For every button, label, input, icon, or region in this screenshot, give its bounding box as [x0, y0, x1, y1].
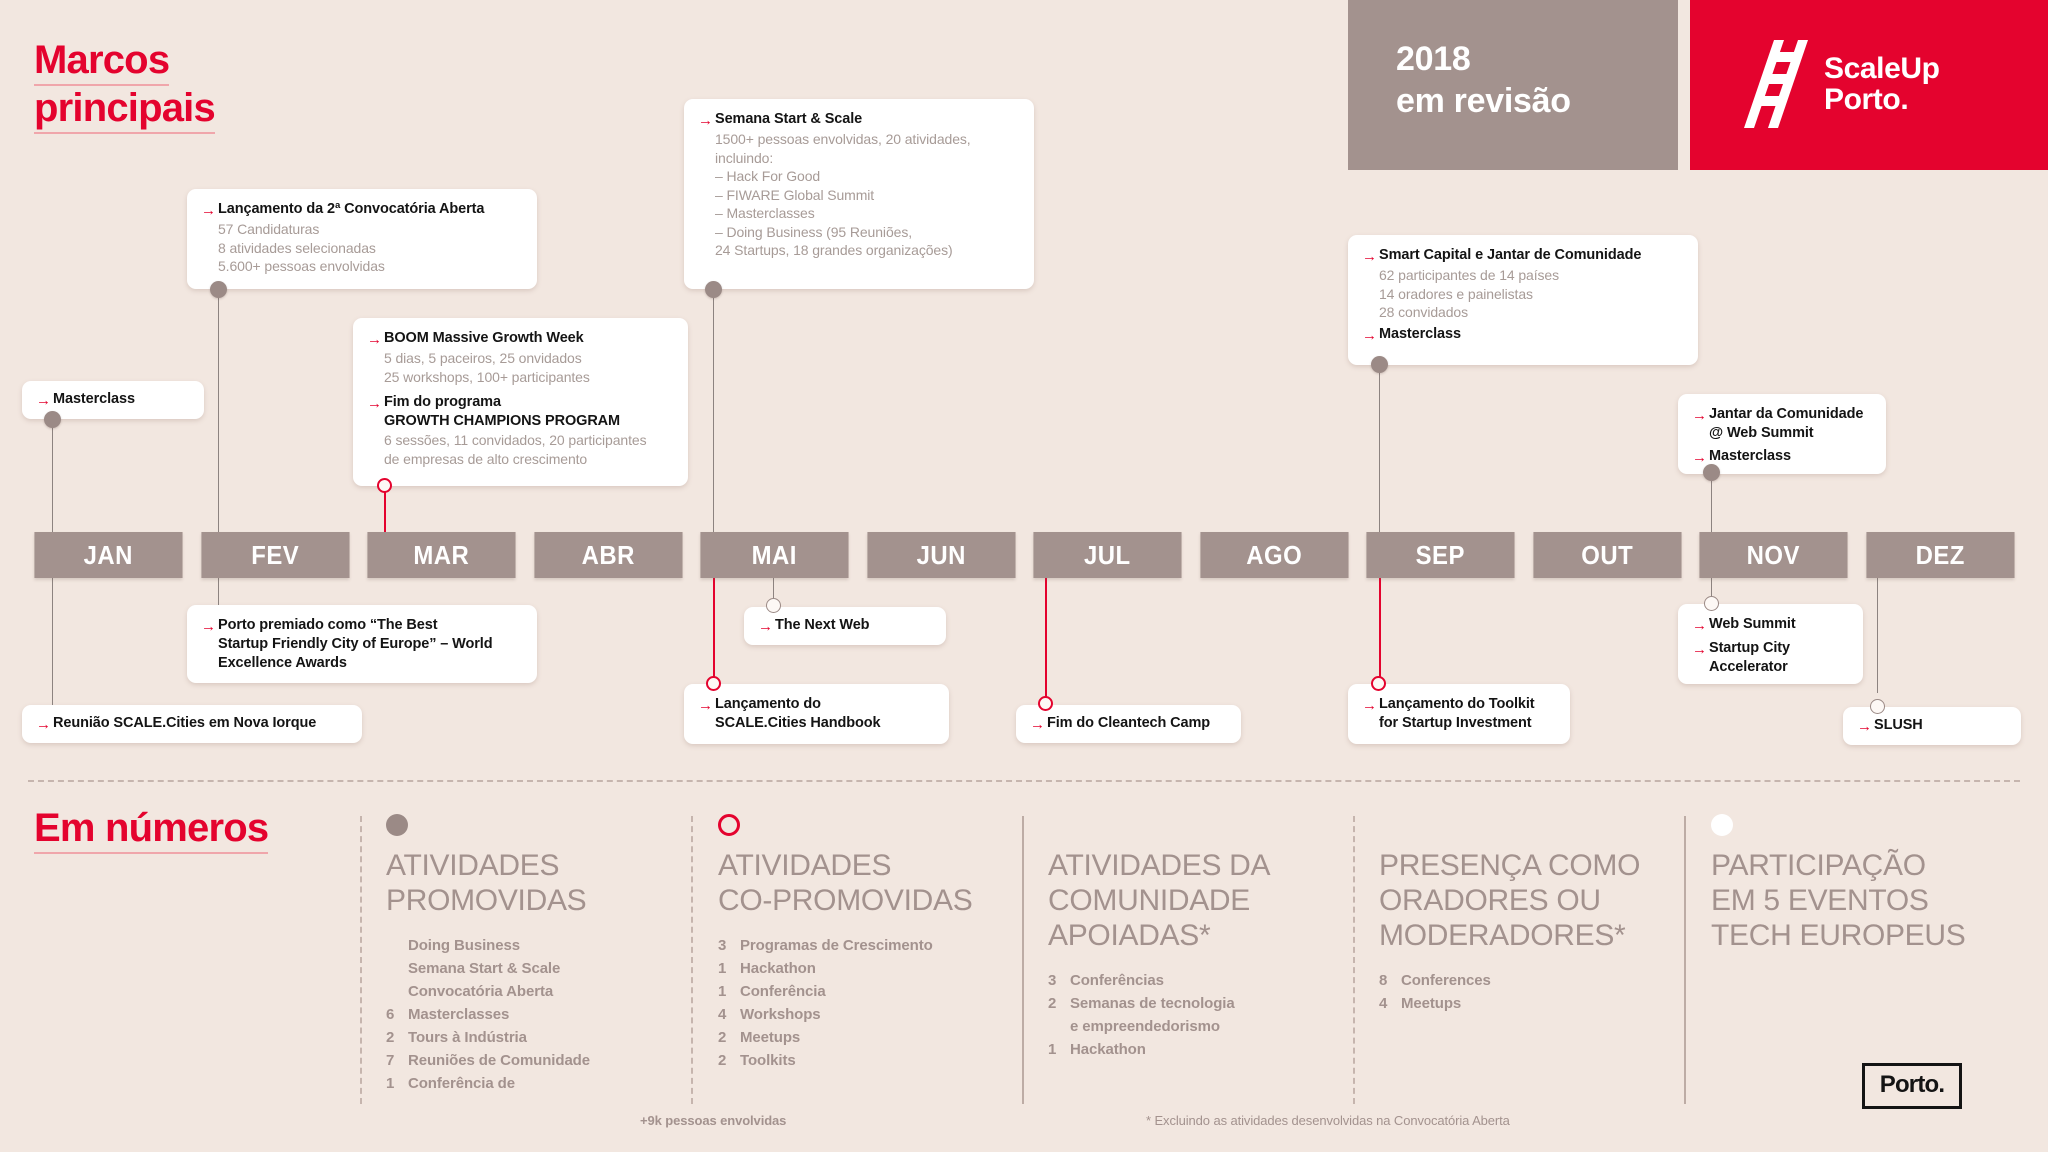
timeline-dot-filled	[1703, 464, 1720, 481]
timeline-month-mai[interactable]	[700, 532, 848, 578]
item-label: Programas de Crescimento	[740, 937, 933, 954]
milestone-detail: 28 convidados	[1379, 304, 1468, 320]
arrow-icon: →	[36, 392, 51, 409]
item-count	[386, 934, 408, 957]
numbers-column-participacao-eventos	[1711, 814, 2021, 969]
numbers-column-title	[386, 848, 686, 918]
connector-line	[713, 285, 714, 535]
year-banner	[1348, 0, 1678, 170]
numbers-column-list	[386, 934, 686, 1095]
numbers-column-title	[1711, 848, 2021, 953]
numbers-column-title-line-3: APOIADAS*	[1048, 919, 1211, 952]
milestone-heading: Reunião SCALE.Cities em Nova Iorque	[53, 715, 317, 731]
milestone-detail: 57 Candidaturas	[218, 221, 320, 237]
brand-wordmark	[1824, 53, 1940, 115]
item-count: 1	[718, 960, 727, 977]
milestone-detail: – Doing Business (95 Reuniões,	[715, 223, 913, 240]
footnote-left: +9k pessoas envolvidas	[640, 1113, 787, 1128]
timeline-dot-hollow	[766, 598, 781, 613]
numbers-column-atividades-comunidade	[1048, 814, 1358, 1061]
month-label: FEV	[250, 539, 299, 570]
timeline-dot-hollow	[1704, 596, 1719, 611]
item-count	[386, 980, 408, 1003]
item-count: 1	[718, 983, 727, 1000]
milestone-heading-2: Startup Friendly City of Europe” – World	[218, 636, 493, 652]
milestone-heading: Jantar da Comunidade	[1709, 406, 1864, 422]
milestone-detail: 24 Startups, 18 grandes organizações)	[715, 242, 953, 258]
numbers-column-list	[1048, 969, 1358, 1061]
month-label: NOV	[1746, 539, 1800, 570]
connector-line	[1045, 578, 1047, 698]
legend-dot-open-icon	[718, 814, 740, 836]
brand-line-1: ScaleUp	[1824, 52, 1940, 85]
list-item	[386, 1049, 686, 1072]
month-label: JAN	[83, 539, 133, 570]
timeline-month-jul[interactable]	[1033, 532, 1181, 578]
timeline-dot-open	[377, 478, 392, 493]
timeline-month-out[interactable]	[1533, 532, 1681, 578]
month-label: AGO	[1245, 539, 1302, 570]
milestone-detail: 8 atividades selecionadas	[218, 239, 376, 256]
item-label: Hackathon	[1070, 1041, 1146, 1058]
timeline-dot-open	[1038, 696, 1053, 711]
legend-dot-white-icon	[1711, 814, 1733, 836]
legend-dot-filled-icon	[386, 814, 408, 836]
arrow-icon: →	[758, 618, 773, 635]
item-label: Meetups	[1401, 995, 1462, 1012]
item-count	[1048, 1015, 1070, 1038]
item-label: Semanas de tecnologia	[1070, 995, 1235, 1012]
milestone-heading: SLUSH	[1874, 717, 1923, 733]
numbers-column-title-line-2: EM 5 EVENTOS	[1711, 884, 1929, 917]
numbers-column-title-line-3: TECH EUROPEUS	[1711, 919, 1966, 952]
timeline-month-mar[interactable]	[367, 532, 515, 578]
item-label: Reuniões de Comunidade	[408, 1052, 590, 1069]
arrow-icon: →	[1362, 697, 1377, 714]
month-label: JUN	[916, 539, 966, 570]
numbers-section	[28, 780, 2020, 1132]
arrow-icon: →	[1692, 449, 1707, 466]
numbers-column-presenca-oradores	[1379, 814, 1689, 1015]
month-label: MAR	[413, 539, 470, 570]
item-count: 2	[718, 1052, 727, 1069]
arrow-icon: →	[1030, 716, 1045, 733]
item-label: Conferências	[1070, 972, 1164, 989]
list-item	[386, 1003, 686, 1026]
numbers-column-title-line-3: MODERADORES*	[1379, 919, 1626, 952]
timeline-dot-open	[1371, 676, 1386, 691]
milestone-card-scale-cities-handbook[interactable]	[684, 684, 949, 744]
arrow-icon: →	[1692, 407, 1707, 424]
milestone-heading-2: SCALE.Cities Handbook	[715, 715, 881, 731]
list-item	[718, 980, 1018, 1003]
timeline-dot-filled	[44, 411, 61, 428]
milestone-detail: – FIWARE Global Summit	[715, 186, 875, 203]
milestone-card-convocatoria[interactable]	[187, 189, 537, 289]
column-divider	[691, 816, 693, 1104]
milestone-detail: 5.600+ pessoas envolvidas	[218, 258, 385, 274]
milestones-title-line-2: principais	[34, 86, 215, 134]
timeline-month-fev[interactable]	[201, 532, 349, 578]
milestone-card-smart-capital[interactable]	[1348, 235, 1698, 365]
item-label: Masterclasses	[408, 1006, 510, 1023]
milestone-heading-3: Excellence Awards	[218, 655, 347, 671]
milestone-heading: Lançamento da 2ª Convocatória Aberta	[218, 201, 485, 217]
milestone-heading: Smart Capital e Jantar de Comunidade	[1379, 247, 1642, 263]
milestone-card-semana-start-scale[interactable]	[684, 99, 1034, 289]
milestone-heading-2: @ Web Summit	[1709, 425, 1814, 441]
item-label: Toolkits	[740, 1052, 796, 1069]
list-item	[1379, 992, 1689, 1015]
numbers-column-title-line-2: COMUNIDADE	[1048, 884, 1251, 917]
item-count: 7	[386, 1052, 395, 1069]
list-item	[718, 1026, 1018, 1049]
list-item	[1048, 1038, 1358, 1061]
milestone-heading: Porto premiado como “The Best	[218, 617, 438, 633]
milestone-heading: Masterclass	[53, 391, 135, 407]
year-line-1: 2018	[1396, 40, 1471, 78]
porto-logo	[1862, 1063, 1962, 1109]
item-label: Hackathon	[740, 960, 816, 977]
item-label: Conferences	[1401, 972, 1491, 989]
numbers-column-title	[1379, 848, 1689, 953]
item-label: Workshops	[740, 1006, 821, 1023]
page-title-milestones	[34, 38, 215, 134]
milestone-detail: – Hack For Good	[715, 168, 821, 184]
section-divider	[28, 780, 2020, 782]
timeline-month-nov[interactable]	[1699, 532, 1847, 578]
connector-line	[218, 285, 219, 535]
timeline-month-sep[interactable]	[1366, 532, 1514, 578]
item-label: Meetups	[740, 1029, 801, 1046]
timeline-month-ago[interactable]	[1200, 532, 1348, 578]
timeline-month-jun[interactable]	[867, 532, 1015, 578]
milestone-heading: Masterclass	[1379, 325, 1461, 342]
milestone-detail: 1500+ pessoas envolvidas, 20 atividades,	[715, 131, 971, 147]
milestone-heading: Web Summit	[1709, 616, 1796, 632]
arrow-icon: →	[1857, 718, 1872, 735]
list-item	[386, 1026, 686, 1049]
list-item	[1379, 969, 1689, 992]
item-count	[386, 957, 408, 980]
connector-line	[713, 578, 715, 683]
list-item	[718, 1003, 1018, 1026]
list-item	[718, 957, 1018, 980]
milestones-title-line-1: Marcos	[34, 38, 169, 86]
numbers-column-title-line-1: ATIVIDADES	[386, 849, 560, 882]
numbers-column-title-line-1: PARTICIPAÇÃO	[1711, 849, 1926, 882]
brand-banner	[1690, 0, 2048, 170]
item-label: Tours à Indústria	[408, 1029, 527, 1046]
item-label: e empreendedorismo	[1070, 1018, 1220, 1035]
numbers-column-title-line-1: ATIVIDADES	[718, 849, 892, 882]
footnote-right: * Excluindo as atividades desenvolvidas na Convocatória Aberta	[1146, 1113, 1510, 1128]
numbers-column-title	[718, 848, 1018, 918]
item-label: Conferência de	[408, 1075, 515, 1092]
timeline-dot-filled	[705, 281, 722, 298]
numbers-column-list	[718, 934, 1018, 1072]
item-count: 3	[718, 937, 727, 954]
arrow-icon: →	[698, 697, 713, 714]
month-label: SEP	[1415, 539, 1465, 570]
month-label: JUL	[1083, 539, 1131, 570]
numbers-column-title-line-2: PROMOVIDAS	[386, 884, 587, 917]
timeline-dot-open	[706, 676, 721, 691]
milestone-heading: Lançamento do Toolkit	[1379, 696, 1535, 712]
milestone-card-jantar-web-summit[interactable]	[1678, 394, 1886, 474]
item-count: 3	[1048, 972, 1057, 989]
milestone-heading: BOOM Massive Growth Week	[384, 330, 584, 346]
numbers-column-title	[1048, 848, 1358, 953]
numbers-column-title-line-2: ORADORES OU	[1379, 884, 1601, 917]
item-count: 1	[386, 1075, 395, 1092]
numbers-title: Em números	[34, 806, 268, 854]
timeline-month-jan[interactable]	[34, 532, 182, 578]
connector-line	[1379, 360, 1380, 535]
month-label: MAI	[751, 539, 797, 570]
numbers-column-title-line-1: PRESENÇA COMO	[1379, 849, 1641, 882]
milestone-heading: Fim do Cleantech Camp	[1047, 715, 1211, 731]
arrow-icon: →	[367, 395, 382, 412]
month-label: OUT	[1580, 539, 1633, 570]
item-count: 4	[1379, 995, 1388, 1012]
milestone-heading: Fim do programa	[384, 394, 501, 410]
item-label: Doing Business	[408, 937, 520, 954]
item-count: 2	[718, 1029, 727, 1046]
item-label: Conferência	[740, 983, 826, 1000]
connector-line	[52, 578, 53, 708]
item-count: 1	[1048, 1041, 1057, 1058]
legend-dot-none-icon	[1048, 814, 1070, 836]
milestone-detail: 25 workshops, 100+ participantes	[384, 368, 590, 385]
month-label: ABR	[581, 539, 635, 570]
list-item	[1048, 992, 1358, 1015]
milestone-card-reuniao-scale-cities[interactable]	[22, 705, 362, 743]
arrow-icon: →	[36, 716, 51, 733]
numbers-column-atividades-promovidas	[386, 814, 686, 1095]
milestone-card-porto-premiado[interactable]	[187, 605, 537, 683]
milestone-detail: – Masterclasses	[715, 205, 815, 221]
milestone-heading: Lançamento do	[715, 696, 821, 712]
numbers-column-atividades-co-promovidas	[718, 814, 1018, 1072]
milestone-detail: incluindo:	[715, 149, 774, 166]
arrow-icon: →	[1692, 617, 1707, 634]
item-label: Convocatória Aberta	[408, 983, 554, 1000]
item-count: 6	[386, 1006, 395, 1023]
connector-line	[1877, 578, 1878, 693]
item-label: Semana Start & Scale	[408, 960, 561, 977]
list-item	[386, 957, 686, 980]
milestone-heading: Startup City	[1709, 640, 1790, 656]
timeline-month-bar	[28, 532, 2020, 578]
timeline-dot-filled	[210, 281, 227, 298]
arrow-icon: →	[367, 331, 382, 348]
arrow-icon: →	[201, 618, 216, 635]
timeline-month-abr[interactable]	[534, 532, 682, 578]
item-count: 2	[386, 1029, 395, 1046]
milestone-card-toolkit-startup-investment[interactable]	[1348, 684, 1570, 744]
legend-dot-none-icon	[1379, 814, 1401, 836]
arrow-icon: →	[1692, 641, 1707, 658]
ladder-icon	[1738, 38, 1810, 130]
milestone-heading: The Next Web	[775, 617, 870, 633]
milestone-detail: 6 sessões, 11 convidados, 20 participantes	[384, 432, 647, 448]
month-label: DEZ	[1915, 539, 1965, 570]
milestone-heading-2: for Startup Investment	[1379, 715, 1532, 731]
milestone-heading: Semana Start & Scale	[715, 111, 863, 127]
milestone-heading-2: Accelerator	[1709, 659, 1788, 675]
timeline-dot-hollow	[1870, 699, 1885, 714]
list-item	[1048, 969, 1358, 992]
connector-line	[1379, 578, 1381, 683]
list-item	[386, 1072, 686, 1095]
milestone-detail: 62 participantes de 14 países	[1379, 267, 1560, 283]
item-count: 2	[1048, 995, 1057, 1012]
year-banner-text	[1396, 38, 1571, 122]
item-count: 8	[1379, 972, 1388, 989]
milestone-card-cleantech-camp[interactable]	[1016, 705, 1241, 743]
list-item	[1048, 1015, 1358, 1038]
milestone-card-boom[interactable]	[353, 318, 688, 486]
milestone-detail: de empresas de alto crescimento	[384, 450, 588, 467]
brand-line-2: Porto.	[1824, 83, 1909, 116]
milestone-heading: Masterclass	[1709, 448, 1791, 464]
arrow-icon: →	[1362, 248, 1377, 265]
numbers-column-list	[1379, 969, 1689, 1015]
milestone-detail: 5 dias, 5 paceiros, 25 onvidados	[384, 350, 582, 366]
year-line-2: em revisão	[1396, 82, 1571, 120]
milestone-detail: 14 oradores e painelistas	[1379, 285, 1533, 302]
numbers-column-title-line-2: CO-PROMOVIDAS	[718, 884, 973, 917]
timeline-month-dez[interactable]	[1866, 532, 2014, 578]
arrow-icon: →	[1362, 326, 1377, 344]
porto-logo-text: Porto.	[1879, 1071, 1945, 1098]
list-item	[386, 934, 686, 957]
list-item	[386, 980, 686, 1003]
timeline-dot-filled	[1371, 356, 1388, 373]
list-item	[718, 1049, 1018, 1072]
milestone-card-slush[interactable]	[1843, 707, 2021, 745]
arrow-icon: →	[698, 112, 713, 129]
list-item	[718, 934, 1018, 957]
column-divider	[360, 816, 362, 1104]
numbers-column-title-line-1: ATIVIDADES DA	[1048, 849, 1271, 882]
arrow-icon: →	[201, 202, 216, 219]
milestone-heading-2: GROWTH CHAMPIONS PROGRAM	[384, 413, 621, 429]
item-count: 4	[718, 1006, 727, 1023]
column-divider	[1022, 816, 1024, 1104]
milestone-card-web-summit[interactable]	[1678, 604, 1863, 684]
connector-line	[218, 578, 219, 608]
